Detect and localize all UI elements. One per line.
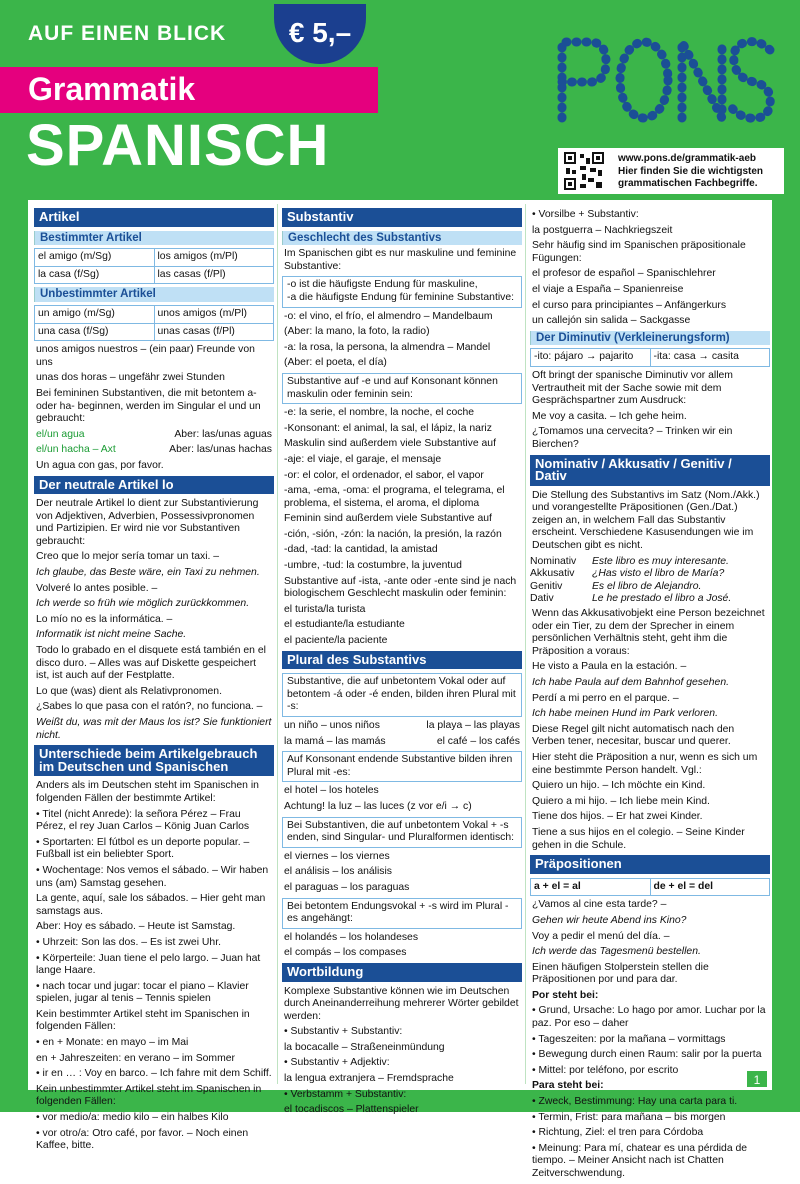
list-item: la bocacalle – Straßeneinmündung	[284, 1041, 445, 1053]
example-line: el profesor de español – Spanischlehrer	[532, 268, 716, 280]
list-item: • Wochentage: Nos vemos el sábado. – Wir haben uns (am) Samstag gesehen.	[36, 864, 269, 889]
contraction-table	[530, 878, 770, 897]
rule-box: Substantive auf -e und auf Konsonant können maskulin oder feminin sein:	[282, 373, 522, 404]
example-line: Perdí a mi perro en el parque. –	[532, 692, 679, 704]
text-paragraph: Die Stellung des Substantivs im Satz (Nom./Akk.) und vorangestellte Präpositionen (Gen./Dat.) zeigen an, in welchem Fall das Substantiv erscheint. Verschiedene Kasusendungen wie im Deutschen gibt es nicht.	[532, 489, 760, 552]
example-right: Aber: las/unas hachas	[169, 444, 272, 456]
list-item: • Tageszeiten: por la mañana – vormittags	[532, 1033, 726, 1045]
table-row	[35, 249, 274, 267]
example-line: -Konsonant: el animal, la sal, el lápiz, la nariz	[284, 422, 492, 434]
example-right: Aber: las/unas aguas	[174, 428, 272, 440]
text-line: unos amigos nuestros – (ein paar) Freunde von uns	[36, 344, 255, 368]
section-heading-wortbildung: Wortbildung	[282, 963, 522, 982]
list-item: • Vorsilbe + Substantiv:	[532, 209, 639, 220]
example-line: -umbre, -tud: la costumbre, la juventud	[284, 560, 462, 572]
table-cell: Es el libro de Alejandro.	[592, 580, 702, 592]
text-paragraph: Anders als im Deutschen steht im Spanischen in folgenden Fällen der bestimmte Artikel:	[36, 780, 259, 804]
table-row	[531, 349, 770, 367]
text-line: Todo lo grabado en el disquete está también en el disco duro. – Alles was auf Diskette gespeichert ist, ist auch auf der Festplatte.	[36, 645, 266, 682]
text-paragraph: Hier steht die Präposition a nur, wenn es sich um eine bestimmte Person handelt. Vgl.:	[532, 751, 758, 776]
example-line: Me voy a casita. – Ich gehe heim.	[532, 410, 687, 422]
text-line: Ich glaube, das Beste wäre, ein Taxi zu nehmen.	[36, 567, 260, 579]
list-item: • Zweck, Bestimmung: Hay una carta para ti.	[532, 1096, 738, 1108]
column-artikel	[34, 208, 274, 1156]
text-paragraph: Wenn das Akkusativobjekt eine Person bezeichnet oder ein Tier, zu dem der Sprecher in einem persönlichen Verhältnis steht, geht ihm die Präposition a voraus:	[532, 608, 765, 657]
example-line: -aje: el viaje, el garaje, el mensaje	[284, 453, 442, 465]
example-left: la mamá – las mamás	[284, 735, 386, 747]
list-item: • Sportarten: El fútbol es un deporte popular. – Fußball ist ein beliebter Sport.	[36, 836, 250, 861]
list-item: La gente, aquí, sale los sábados. – Hier geht man samstags aus.	[36, 893, 266, 917]
table-cell: unas casas (f/Pl)	[154, 323, 274, 341]
table-row	[530, 581, 770, 594]
text-line: ¿Sabes lo que pasa con el ratón?, no funciona. –	[36, 701, 263, 713]
list-item: • Mittel: por teléfono, por escrito	[532, 1064, 679, 1076]
example-line: Quiero a mi hijo. – Ich liebe mein Kind.	[532, 795, 710, 807]
example-line: el curso para principiantes – Anfängerkurs	[532, 299, 727, 311]
example-line: Tiene a sus hijos en el colegio. – Seine Kinder gehen in die Schule.	[532, 826, 745, 851]
rule-box: Auf Konsonant endende Substantive bilden ihren Plural mit -es:	[282, 751, 522, 782]
rule-box	[282, 276, 522, 307]
qr-line-2: grammatischen Fachbegriffe.	[618, 178, 758, 189]
table-cell: Este libro es muy interesante.	[592, 555, 729, 567]
example-line: el holandés – los holandeses	[284, 931, 419, 943]
series-title: AUF EINEN BLICK	[28, 22, 227, 45]
example-line: Tiene dos hijos. – Er hat zwei Kinder.	[532, 811, 703, 823]
table-cell: Akkusativ	[530, 568, 575, 580]
table-cell: ¿Has visto el libro de María?	[592, 568, 725, 580]
example-line: Achtung! la luz – las luces (z vor e/i → c)	[284, 800, 472, 812]
example-line: Maskulin sind außerdem viele Substantive auf	[284, 438, 496, 450]
example-line: Ich habe meinen Hund im Park verloren.	[532, 708, 718, 720]
list-item: • ir en … : Voy en barco. – Ich fahre mit dem Schiff.	[36, 1068, 272, 1080]
table-cell: de + el = del	[650, 878, 770, 896]
example-line: (Aber: el poeta, el día)	[284, 357, 387, 369]
section-heading-substantiv: Substantiv	[282, 208, 522, 227]
column-divider	[525, 204, 526, 1084]
pons-logo	[556, 34, 776, 124]
subheading-unbestimmter-artikel: Unbestimmter Artikel	[34, 287, 274, 302]
example-left: un niño – unos niños	[284, 720, 380, 731]
list-item: • Körperteile: Juan tiene el pelo largo. – Juan hat lange Haare.	[36, 952, 261, 977]
text-line: Un agua con gas, por favor.	[36, 459, 164, 471]
qr-line-1: Hier finden Sie die wichtigsten	[618, 165, 764, 177]
list-item: • Titel (nicht Anrede): la señora Pérez – Frau Pérez, el rey Juan Carlos – König Juan Carlos	[36, 808, 250, 833]
example-line: -or: el color, el ordenador, el sabor, el vapor	[284, 469, 484, 481]
table-cell: el amigo (m/Sg)	[35, 249, 155, 267]
example-line: el estudiante/la estudiante	[284, 619, 405, 631]
section-heading-kasus: Nominativ / Akkusativ / Genitiv / Dativ	[530, 455, 770, 486]
text-line: Weißt du, was mit der Maus los ist? Sie funktioniert nicht.	[36, 717, 272, 741]
example-line: Feminin sind außerdem viele Substantive auf	[284, 513, 492, 525]
example-right: el café – los cafés	[436, 735, 520, 747]
text-paragraph: Komplexe Substantive können wie im Deutschen durch Aneinanderreihung mehrerer Wörter gebildet werden:	[284, 985, 519, 1022]
page-number: 1	[746, 1070, 768, 1088]
example-line: el turista/la turista	[284, 603, 366, 615]
subheading-geschlecht: Geschlecht des Substantivs	[282, 231, 522, 246]
list-item: • Bewegung durch einen Raum: salir por la puerta	[532, 1049, 762, 1061]
table-cell: las casas (f/Pl)	[154, 266, 274, 284]
section-heading-plural: Plural des Substantivs	[282, 651, 522, 670]
table-row	[531, 878, 770, 896]
table-cell: los amigos (m/Pl)	[154, 249, 274, 267]
text-paragraph: Im Spanischen gibt es nur maskuline und feminine Substantive:	[284, 248, 517, 272]
rule-box: Bei betontem Endungsvokal + -s wird im Plural -es angehängt:	[282, 898, 522, 929]
example-line: -a: la rosa, la persona, la almendra – Mandel	[284, 341, 491, 353]
text-paragraph: Kein unbestimmter Artikel steht im Spanischen in folgenden Fällen:	[36, 1083, 262, 1108]
table-row	[35, 323, 274, 341]
subheading-diminutiv: Der Diminutiv (Verkleinerungsform)	[530, 331, 770, 346]
table-row	[530, 593, 770, 606]
list-item: en + Jahreszeiten: en verano – im Sommer	[36, 1052, 235, 1064]
subject-title: Grammatik	[28, 71, 196, 107]
list-item: la lengua extranjera – Fremdsprache	[284, 1073, 454, 1085]
example-line: -o: el vino, el frío, el almendro – Mandelbaum	[284, 310, 493, 322]
text-paragraph: Oft bringt der spanische Diminutiv vor allem Vertrautheit mit der Sache sowie mit dem Gesprächspartner zum Ausdruck:	[532, 369, 733, 407]
list-item: • Substantiv + Adjektiv:	[284, 1057, 390, 1069]
example-line: ¿Tomamos una cervecita? – Trinken wir ein Bierchen?	[532, 426, 733, 450]
text-line: Por steht bei:	[532, 989, 599, 1001]
rule-line: -o ist die häufigste Endung für maskuline,	[287, 279, 478, 291]
example-row	[284, 736, 520, 749]
example-line: Voy a pedir el menú del día. –	[532, 930, 670, 942]
qr-text	[618, 153, 763, 191]
example-right: la playa – las playas	[426, 720, 520, 731]
example-line: el paraguas – los paraguas	[284, 881, 410, 893]
column-divider	[277, 204, 278, 1084]
example-line: el paciente/la paciente	[284, 635, 388, 647]
table-cell: Le he prestado el libro a José.	[592, 593, 732, 605]
table-row	[530, 556, 770, 569]
example-line: Substantive auf -ista, -ante oder -ente sind je nach biologischem Geschlecht maskulin oder feminin:	[284, 575, 517, 600]
list-item: • Meinung: Para mí, chatear es una pérdida de tiempo. – Meiner Ansicht nach ist Chatten Zeitverschwendung.	[532, 1142, 748, 1179]
text-line: Para steht bei:	[532, 1080, 604, 1092]
text-line: Volveré lo antes posible. –	[36, 582, 158, 594]
example-line: Gehen wir heute Abend ins Kino?	[532, 914, 687, 926]
subject-bar	[0, 67, 378, 113]
qr-info-box[interactable]	[558, 148, 784, 194]
example-line: He visto a Paula en la estación. –	[532, 661, 687, 673]
table-cell: la casa (f/Sg)	[35, 266, 155, 284]
table-cell: Genitiv	[530, 580, 563, 592]
table-cell: a + el = al	[531, 878, 651, 896]
example-line: -ción, -sión, -zón: la nación, la presión, la razón	[284, 528, 502, 540]
list-item: • nach tocar und jugar: tocar el piano – Klavier spielen, jugar al tenis – Tennis spielen	[36, 980, 249, 1005]
example-left: el/un hacha – Axt	[36, 444, 116, 456]
example-line: Ich habe Paula auf dem Bahnhof gesehen.	[532, 677, 729, 688]
diminutive-table	[530, 348, 770, 367]
text-paragraph: Sehr häufig sind im Spanischen präpositionale Fügungen:	[532, 240, 746, 264]
text-paragraph: Bei femininen Substantiven, die mit betontem a- oder ha- beginnen, werden im Singular el und un gebraucht:	[36, 387, 261, 425]
example-line: (Aber: la mano, la foto, la radio)	[284, 326, 430, 338]
example-row	[36, 444, 272, 457]
table-row	[35, 305, 274, 323]
example-line: el hotel – los hoteles	[284, 785, 379, 797]
price-badge: € 5,–	[274, 4, 366, 64]
list-item: • Verbstamm + Substantiv:	[284, 1088, 407, 1100]
list-item: • Substantiv + Substantiv:	[284, 1026, 403, 1038]
text-line: unas dos horas – ungefähr zwei Stunden	[36, 372, 225, 384]
text-paragraph: Einen häufigen Stolperstein stellen die Präpositionen por und para dar.	[532, 961, 709, 986]
example-line: Quiero un hijo. – Ich möchte ein Kind.	[532, 780, 706, 792]
case-table	[530, 556, 770, 606]
text-paragraph: Kein bestimmter Artikel steht im Spanischen in folgenden Fällen:	[36, 1008, 250, 1033]
section-heading-artikel: Artikel	[34, 208, 274, 227]
rule-box: Bei Substantiven, die auf unbetontem Vokal + -s enden, sind Singular- und Pluralformen identisch:	[282, 817, 522, 848]
table-cell: una casa (f/Sg)	[35, 323, 155, 341]
example-line: el compás – los compases	[284, 947, 407, 959]
table-cell: un amigo (m/Sg)	[35, 305, 155, 323]
table-row	[35, 266, 274, 284]
list-item: Aber: Hoy es sábado. – Heute ist Samstag.	[36, 921, 236, 933]
example-row	[36, 429, 272, 442]
example-line: el viaje a España – Spanienreise	[532, 283, 684, 295]
example-line: -dad, -tad: la cantidad, la amistad	[284, 544, 438, 556]
text-paragraph: Diese Regel gilt nicht automatisch nach den Verben tener, necesitar, buscar und querer.	[532, 723, 735, 748]
text-paragraph: Der neutrale Artikel lo dient zur Substantivierung von Adjektiven, Adverbien, Possessivpronomen und Partizipien. Er wird nie vor Substantiven gebraucht:	[36, 498, 259, 547]
list-item: la postguerra – Nachkriegszeit	[532, 224, 673, 236]
table-cell: -ito: pájaro → pajarito	[531, 349, 651, 367]
list-item: • Richtung, Ziel: el tren para Córdoba	[532, 1127, 704, 1139]
content-panel	[28, 200, 772, 1179]
qr-url[interactable]: www.pons.de/grammatik-aeb	[618, 153, 756, 164]
list-item: • Grund, Ursache: Lo hago por amor. Luchar por la paz. Por eso – daher	[532, 1005, 766, 1030]
example-line: Ich werde das Tagesmenü bestellen.	[532, 946, 701, 958]
text-line: Lo mío no es la informática. –	[36, 613, 173, 625]
list-item: • vor otro/a: Otro café, por favor. – Noch einen Kaffee, bitte.	[36, 1127, 249, 1152]
rule-line: -a die häufigste Endung für feminine Substantive:	[287, 291, 515, 303]
table-cell: -ita: casa → casita	[650, 349, 770, 367]
example-line: el análisis – los análisis	[284, 866, 393, 878]
definite-article-table	[34, 248, 274, 284]
section-heading-praepositionen: Präpositionen	[530, 855, 770, 874]
text-line: Lo que (was) dient als Relativpronomen.	[36, 685, 222, 697]
column-substantiv	[282, 208, 522, 1120]
list-item: • vor medio/a: medio kilo – ein halbes Kilo	[36, 1112, 229, 1124]
example-left: el/un agua	[36, 428, 85, 440]
rule-box: Substantive, die auf unbetontem Vokal oder auf betontem -á oder -é enden, bilden ihren Plural mit -s:	[282, 673, 522, 717]
example-line: un callejón sin salida – Sackgasse	[532, 315, 691, 327]
section-heading-unterschiede: Unterschiede beim Artikelgebrauch im Deutschen und Spanischen	[34, 745, 274, 776]
example-line: -ama, -ema, -oma: el programa, el telegrama, el problema, el sistema, el aroma, el diploma	[284, 485, 505, 509]
table-cell: Dativ	[530, 593, 554, 605]
text-line: Ich werde so früh wie möglich zurückkommen.	[36, 598, 250, 610]
example-row	[284, 720, 520, 733]
list-item: • en + Monate: en mayo – im Mai	[36, 1037, 189, 1049]
qr-code-icon[interactable]	[564, 152, 604, 190]
column-kasus-praepositionen	[530, 208, 770, 1184]
language-title: SPANISCH	[26, 113, 330, 178]
list-item: el tocadiscos – Plattenspieler	[284, 1104, 419, 1116]
list-item: • Uhrzeit: Son las dos. – Es ist zwei Uhr.	[36, 936, 221, 948]
table-cell: unos amigos (m/Pl)	[154, 305, 274, 323]
table-cell: Nominativ	[530, 555, 577, 567]
example-line: ¿Vamos al cine esta tarde? –	[532, 899, 667, 911]
table-row	[530, 568, 770, 581]
example-line: -e: la serie, el nombre, la noche, el coche	[284, 407, 475, 419]
indefinite-article-table	[34, 305, 274, 341]
list-item: • Termin, Frist: para mañana – bis morgen	[532, 1111, 726, 1123]
text-line: Creo que lo mejor sería tomar un taxi. –	[36, 551, 220, 563]
example-line: el viernes – los viernes	[284, 850, 390, 862]
text-line: Informatik ist nicht meine Sache.	[36, 629, 187, 641]
section-heading-neutraler-artikel: Der neutrale Artikel lo	[34, 476, 274, 495]
subheading-bestimmter-artikel: Bestimmter Artikel	[34, 231, 274, 246]
